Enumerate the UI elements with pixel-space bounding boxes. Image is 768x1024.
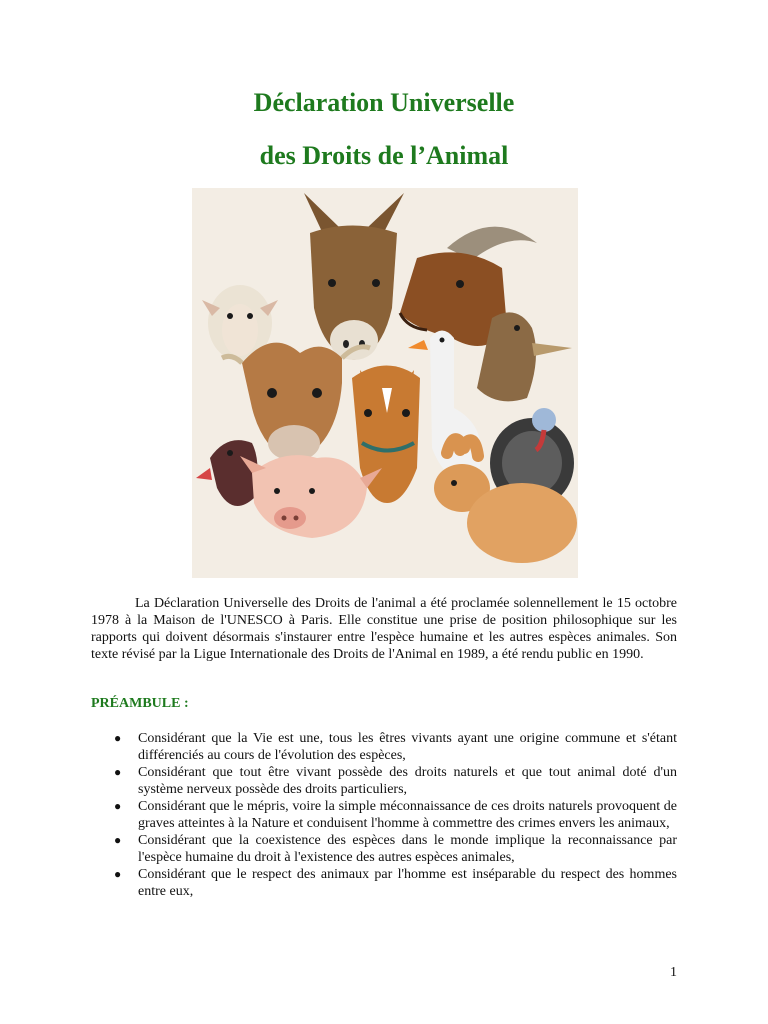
bullet-icon: ●	[114, 867, 122, 881]
list-item	[91, 798, 677, 832]
bullet-icon: ●	[114, 833, 122, 847]
bullet-icon: ●	[114, 799, 122, 813]
list-item-text: Considérant que tout être vivant possède des droits naturels et que tout animal doté d'un système nerveux possède des droits particuliers,	[138, 765, 677, 797]
intro-text: La Déclaration Universelle des Droits de l'animal a été proclamée solennellement le 15 octobre 1978 à la Maison de l'UNESCO à Paris. Elle constitue une prise de position philosophique sur les rapports qui doivent désormais s'instaurer entre l'espèce humaine et les autres espèces animales. Son texte révisé par la Ligue Internationale des Droits de l'Animal en 1989, a été rendu public en 1990.	[91, 596, 677, 662]
list-item	[91, 764, 677, 798]
preamble-list	[91, 730, 677, 900]
list-item-text: Considérant que la coexistence des espèces dans le monde implique la reconnaissance par l'espèce humaine du droit à l'existence des autres espèces animales,	[138, 833, 677, 865]
list-item-text: Considérant que le mépris, voire la simple méconnaissance de ces droits naturels provoquent de graves atteintes à la Nature et conduisent l'homme à commettre des crimes envers les animaux,	[138, 799, 677, 831]
animals-collage-image	[192, 188, 578, 578]
bullet-icon: ●	[114, 765, 122, 779]
document-title-line-2: des Droits de l’Animal	[259, 141, 509, 170]
list-item	[91, 832, 677, 866]
list-item-text: Considérant que la Vie est une, tous les êtres vivants ayant une origine commune et s'étant différenciés au cours de l'évolution des espèces,	[138, 731, 677, 763]
preamble-heading: PRÉAMBULE :	[91, 696, 189, 711]
page-number: 1	[670, 965, 677, 980]
intro-paragraph	[91, 595, 677, 663]
document-title-line-1: Déclaration Universelle	[253, 88, 515, 117]
list-item-text: Considérant que le respect des animaux par l'homme est inséparable du respect des hommes entre eux,	[138, 867, 677, 899]
list-item	[91, 730, 677, 764]
bullet-icon: ●	[114, 731, 122, 745]
list-item	[91, 866, 677, 900]
